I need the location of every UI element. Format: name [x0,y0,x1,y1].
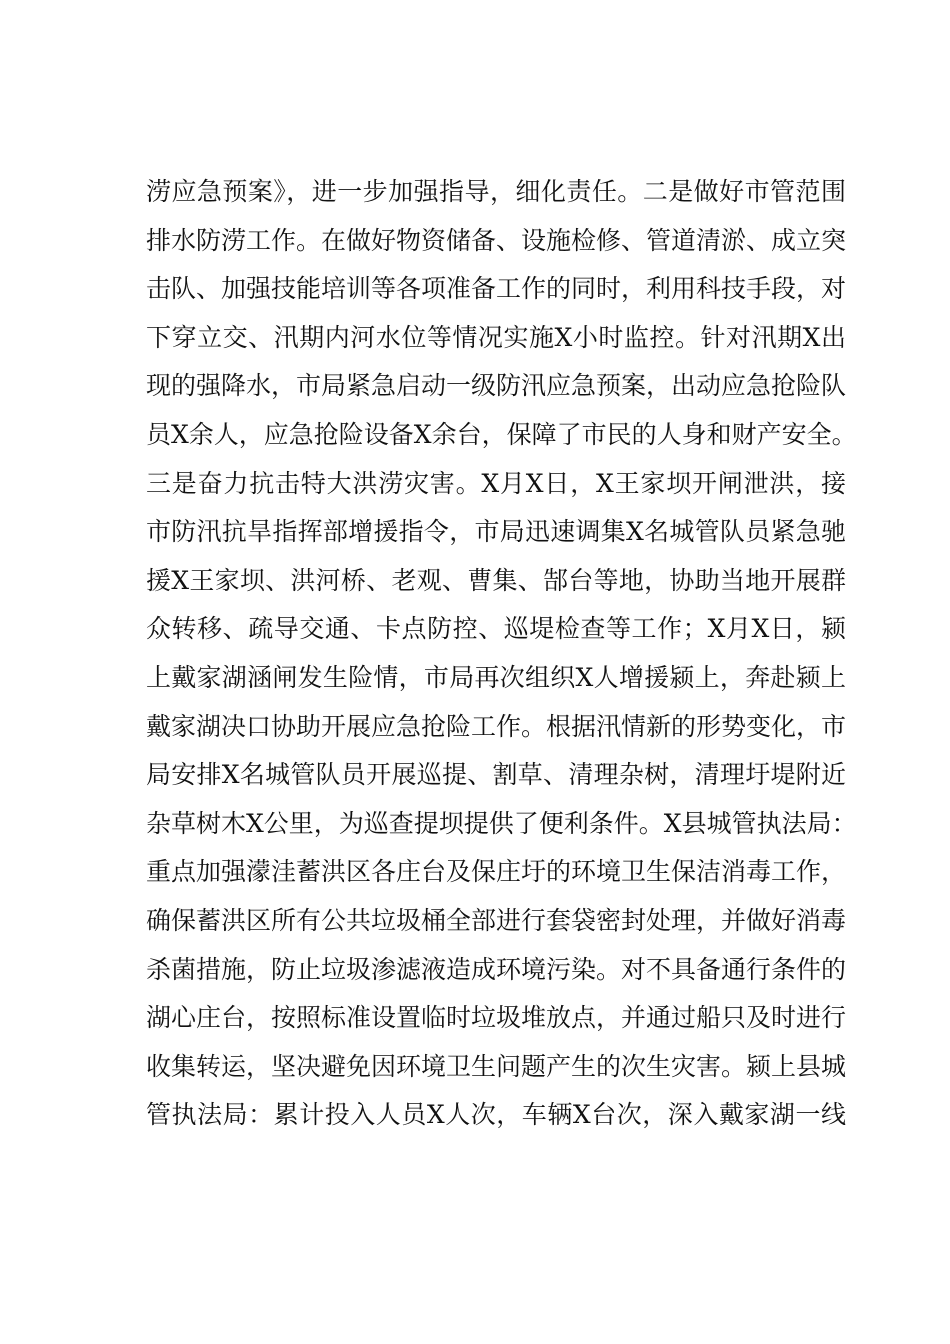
text-line: 湖心庄台，按照标准设置临时垃圾堆放点，并通过船只及时进行 [146,1003,847,1033]
text-line: 杀菌措施，防止垃圾渗滤液造成环境污染。对不具备通行条件的 [146,954,847,984]
text-line: 涝应急预案》，进一步加强指导，细化责任。二是做好市管范围 [146,177,846,206]
text-line: 众转移、疏导交通、卡点防控、巡堤检查等工作；X月X日，颍 [146,614,846,644]
text-line: 戴家湖决口协助开展应急抢险工作。根据汛情新的形势变化，市 [146,711,847,741]
text-line: 下穿立交、汛期内河水位等情况实施X小时监控。针对汛期X出 [146,322,846,352]
text-line: 收集转运，坚决避免因环境卫生问题产生的次生灾害。颍上县城 [146,1051,847,1081]
text-line: 管执法局：累计投入人员X人次，车辆X台次，深入戴家湖一线 [146,1100,846,1130]
text-line: 上戴家湖涵闸发生险情，市局再次组织X人增援颍上，奔赴颍上 [146,662,846,692]
text-line: 局安排X名城管队员开展巡提、割草、清理杂树，清理圩堤附近 [146,760,846,790]
text-line: 现的强降水，市局紧急启动一级防汛应急预案，出动应急抢险队 [146,371,847,401]
text-line: 杂草树木X公里，为巡查提坝提供了便利条件。X县城管执法局： [146,808,857,838]
text-line: 确保蓄洪区所有公共垃圾桶全部进行套袋密封处理，并做好消毒 [146,905,847,935]
text-line: 员X余人，应急抢险设备X余台，保障了市民的人身和财产安全。 [146,419,857,449]
text-line: 三是奋力抗击特大洪涝灾害。X月X日，X王家坝开闸泄洪，接 [146,468,846,498]
text-line: 援X王家坝、洪河桥、老观、曹集、郜台等地，协助当地开展群 [146,565,846,595]
text-line: 重点加强濛洼蓄洪区各庄台及保庄圩的环境卫生保洁消毒工作， [146,857,847,887]
body-text [146,168,857,1140]
text-line: 排水防涝工作。在做好物资储备、设施检修、管道清淤、成立突 [146,225,847,255]
text-line: 击队、加强技能培训等各项准备工作的同时，利用科技手段，对 [146,274,847,304]
text-line: 市防汛抗旱指挥部增援指令，市局迅速调集X名城管队员紧急驰 [146,517,846,547]
